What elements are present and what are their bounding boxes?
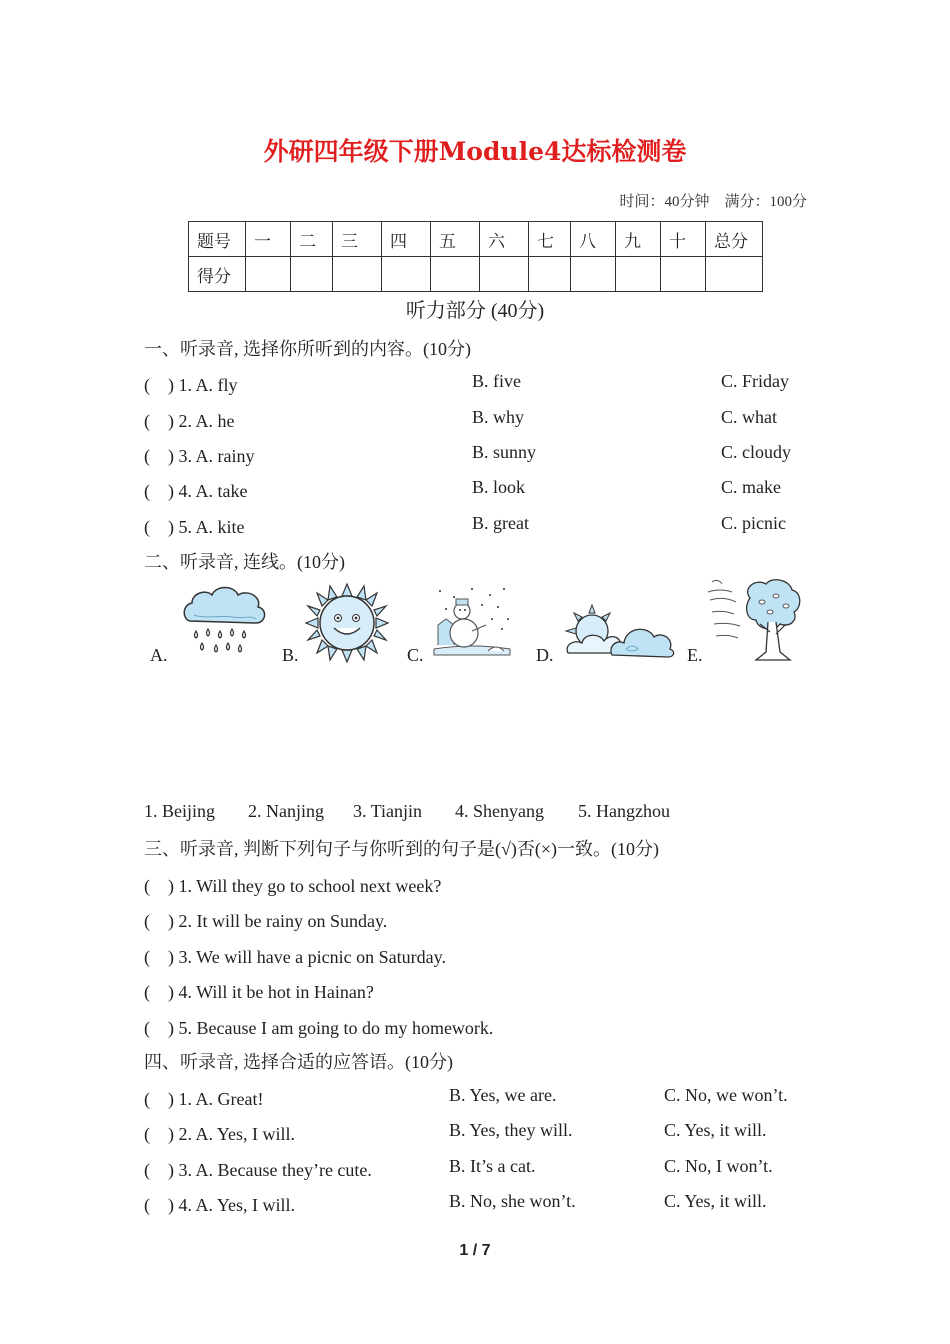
- exam-meta: 时间：40分钟 满分：100分: [619, 194, 807, 210]
- picture-label-a: A.: [150, 645, 168, 665]
- score-header-cell: 十: [661, 222, 706, 257]
- part1-q4-option-b: B. look: [472, 477, 526, 497]
- score-cell[interactable]: [706, 257, 763, 292]
- part1-q5-option-a: ( ) 5. A. kite: [144, 517, 245, 537]
- picture-label-c: C.: [407, 645, 424, 665]
- score-cell[interactable]: [333, 257, 382, 292]
- score-header-cell: 五: [431, 222, 480, 257]
- page-title: 外研四年级下册Module4达标检测卷: [263, 137, 687, 166]
- score-cell[interactable]: [246, 257, 291, 292]
- score-header-cell: 题号: [189, 222, 246, 257]
- picture-label-e: E.: [687, 645, 703, 665]
- part4-q1-option-b: B. Yes, we are.: [449, 1085, 557, 1105]
- score-cell[interactable]: [291, 257, 333, 292]
- part1-q3-option-b: B. sunny: [472, 442, 537, 462]
- city-item: 5. Hangzhou: [578, 801, 670, 821]
- part1-q2-option-a: ( ) 2. A. he: [144, 411, 235, 431]
- score-table-header-row: [189, 222, 763, 257]
- score-header-cell: 四: [382, 222, 431, 257]
- part4-q4-option-c: C. Yes, it will.: [664, 1191, 767, 1211]
- part1-q4-option-a: ( ) 4. A. take: [144, 481, 248, 501]
- part4-title: 四、听录音, 选择合适的应答语。(10分): [144, 1052, 453, 1072]
- score-header-cell: 二: [291, 222, 333, 257]
- part1-q2-option-b: B. why: [472, 407, 525, 427]
- score-cell[interactable]: [661, 257, 706, 292]
- part1-q5-option-b: B. great: [472, 513, 529, 533]
- score-cell[interactable]: [616, 257, 661, 292]
- score-table: [188, 221, 763, 292]
- picture-label-b: B.: [282, 645, 299, 665]
- part1-q3-option-c: C. cloudy: [721, 442, 791, 462]
- part3-item: ( ) 4. Will it be hot in Hainan?: [144, 982, 374, 1002]
- part1-q1-option-c: C. Friday: [721, 371, 790, 391]
- part1-title: 一、听录音, 选择你所听到的内容。(10分): [144, 339, 471, 359]
- score-header-cell: 三: [333, 222, 382, 257]
- listening-section-title: 听力部分 (40分): [405, 300, 545, 322]
- score-cell[interactable]: [529, 257, 571, 292]
- part4-q3-option-c: C. No, I won’t.: [664, 1156, 773, 1176]
- rainy-cloud-icon: [182, 585, 268, 661]
- score-cell[interactable]: [431, 257, 480, 292]
- snowman-icon: [432, 585, 512, 659]
- part4-q2-option-a: ( ) 2. A. Yes, I will.: [144, 1124, 296, 1144]
- part4-q3-option-b: B. It’s a cat.: [449, 1156, 536, 1176]
- part1-q1-option-a: ( ) 1. A. fly: [144, 375, 238, 395]
- city-item: 4. Shenyang: [455, 801, 544, 821]
- part1-q5-option-c: C. picnic: [721, 513, 786, 533]
- part4-q4-option-b: B. No, she won’t.: [449, 1191, 576, 1211]
- part4-q1-option-a: ( ) 1. A. Great!: [144, 1089, 264, 1109]
- part3-item: ( ) 2. It will be rainy on Sunday.: [144, 911, 388, 931]
- part3-item: ( ) 5. Because I am going to do my homework.: [144, 1018, 494, 1038]
- part4-q4-option-a: ( ) 4. A. Yes, I will.: [144, 1195, 296, 1215]
- city-item: 2. Nanjing: [248, 801, 324, 821]
- score-header-cell: 八: [571, 222, 616, 257]
- part3-item: ( ) 1. Will they go to school next week?: [144, 876, 442, 896]
- score-header-cell: 总分: [706, 222, 763, 257]
- part4-q2-option-c: C. Yes, it will.: [664, 1120, 767, 1140]
- part4-q2-option-b: B. Yes, they will.: [449, 1120, 573, 1140]
- part4-q1-option-c: C. No, we won’t.: [664, 1085, 788, 1105]
- score-cell[interactable]: [382, 257, 431, 292]
- part1-q4-option-c: C. make: [721, 477, 781, 497]
- part2-title: 二、听录音, 连线。(10分): [144, 552, 345, 572]
- picture-label-d: D.: [536, 645, 554, 665]
- part4-q3-option-a: ( ) 3. A. Because they’re cute.: [144, 1160, 372, 1180]
- city-item: 3. Tianjin: [353, 801, 423, 821]
- part3-title: 三、听录音, 判断下列句子与你听到的句子是(√)否(×)一致。(10分): [144, 839, 659, 859]
- cloudy-icon: [564, 603, 676, 661]
- sun-icon: [304, 582, 390, 664]
- part3-item: ( ) 3. We will have a picnic on Saturday.: [144, 947, 446, 967]
- score-cell[interactable]: [571, 257, 616, 292]
- page-number: 1 / 7: [459, 1242, 491, 1259]
- score-row-label: 得分: [189, 257, 246, 292]
- part1-q3-option-a: ( ) 3. A. rainy: [144, 446, 255, 466]
- score-header-cell: 七: [529, 222, 571, 257]
- score-cell[interactable]: [480, 257, 529, 292]
- windy-tree-icon: [706, 578, 802, 662]
- part1-q2-option-c: C. what: [721, 407, 777, 427]
- part1-q1-option-b: B. five: [472, 371, 521, 391]
- city-item: 1. Beijing: [144, 801, 215, 821]
- score-table-score-row: [189, 257, 763, 292]
- score-header-cell: 九: [616, 222, 661, 257]
- score-header-cell: 六: [480, 222, 529, 257]
- score-header-cell: 一: [246, 222, 291, 257]
